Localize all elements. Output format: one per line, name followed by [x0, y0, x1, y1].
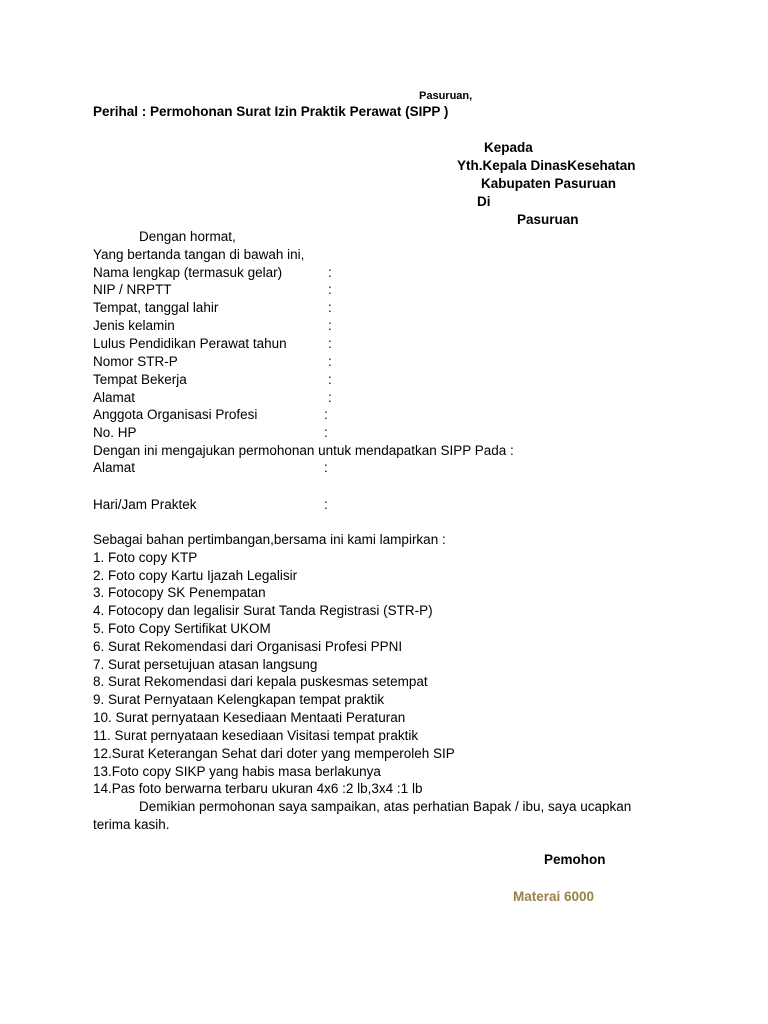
attachment-item: 5. Foto Copy Sertifikat UKOM: [93, 621, 271, 636]
attachment-item: 14.Pas foto berwarna terbaru ukuran 4x6 :2 lb,3x4 :1 lb: [93, 781, 423, 796]
attachment-item: 3. Fotocopy SK Penempatan: [93, 585, 266, 600]
stamp-label: Materai 6000: [513, 889, 595, 904]
field-colon: :: [328, 354, 332, 369]
field-colon: :: [328, 300, 332, 315]
field-label-workplace: Tempat Bekerja: [93, 372, 187, 387]
recipient-to: Kepada: [484, 140, 533, 155]
signature-label: Pemohon: [544, 852, 606, 867]
field-label-nip: NIP / NRPTT: [93, 282, 172, 297]
field-label-birth: Tempat, tanggal lahir: [93, 300, 219, 315]
intro-text: Yang bertanda tangan di bawah ini,: [93, 247, 305, 262]
recipient-line2: Kabupaten Pasuruan: [481, 176, 617, 191]
attachment-item: 2. Foto copy Kartu Ijazah Legalisir: [93, 568, 298, 583]
field-label-gender: Jenis kelamin: [93, 318, 175, 333]
attachment-item: 9. Surat Pernyataan Kelengkapan tempat praktik: [93, 692, 385, 707]
field-colon: :: [328, 318, 332, 333]
attachment-item: 10. Surat pernyataan Kesediaan Mentaati Peraturan: [93, 710, 406, 725]
field-label-name: Nama lengkap (termasuk gelar): [93, 265, 283, 280]
field-colon: :: [324, 407, 328, 422]
attachment-item: 1. Foto copy KTP: [93, 550, 198, 565]
closing-line1: Demikian permohonan saya sampaikan, atas perhatian Bapak / ibu, saya ucapkan: [139, 799, 632, 814]
field-label-str: Nomor STR-P: [93, 354, 178, 369]
attachment-item: 8. Surat Rekomendasi dari kepala puskesmas setempat: [93, 674, 428, 689]
field-label-address: Alamat: [93, 390, 136, 405]
attachment-item: 13.Foto copy SIKP yang habis masa berlakunya: [93, 764, 381, 779]
field-label-practice-address: Alamat: [93, 460, 136, 475]
field-colon: :: [328, 372, 332, 387]
place-date: Pasuruan,: [419, 90, 473, 102]
attachment-item: 7. Surat persetujuan atasan langsung: [93, 657, 318, 672]
field-colon: :: [328, 390, 332, 405]
field-label-phone: No. HP: [93, 425, 137, 440]
field-label-practice-hours: Hari/Jam Praktek: [93, 497, 197, 512]
field-label-graduation: Lulus Pendidikan Perawat tahun: [93, 336, 287, 351]
field-colon: :: [328, 336, 332, 351]
attachment-item: 12.Surat Keterangan Sehat dari doter yang memperoleh SIP: [93, 746, 455, 761]
attachment-item: 4. Fotocopy dan legalisir Surat Tanda Registrasi (STR-P): [93, 603, 433, 618]
field-label-organization: Anggota Organisasi Profesi: [93, 407, 258, 422]
recipient-line4: Pasuruan: [517, 212, 579, 227]
greeting: Dengan hormat,: [139, 229, 236, 244]
closing-line2: terima kasih.: [93, 817, 170, 832]
field-colon: :: [324, 497, 328, 512]
recipient-line1: Yth.Kepala DinasKesehatan: [457, 158, 636, 173]
field-colon: :: [324, 425, 328, 440]
subject-line: Perihal : Permohonan Surat Izin Praktik Perawat (SIPP ): [93, 104, 449, 119]
field-colon: :: [328, 265, 332, 280]
field-colon: :: [324, 460, 328, 475]
field-colon: :: [328, 282, 332, 297]
attachments-intro: Sebagai bahan pertimbangan,bersama ini kami lampirkan :: [93, 532, 446, 547]
attachment-item: 11. Surat pernyataan kesediaan Visitasi tempat praktik: [93, 728, 419, 743]
request-text: Dengan ini mengajukan permohonan untuk mendapatkan SIPP Pada :: [93, 443, 514, 458]
recipient-line3: Di: [477, 194, 491, 209]
attachment-item: 6. Surat Rekomendasi dari Organisasi Profesi PPNI: [93, 639, 403, 654]
